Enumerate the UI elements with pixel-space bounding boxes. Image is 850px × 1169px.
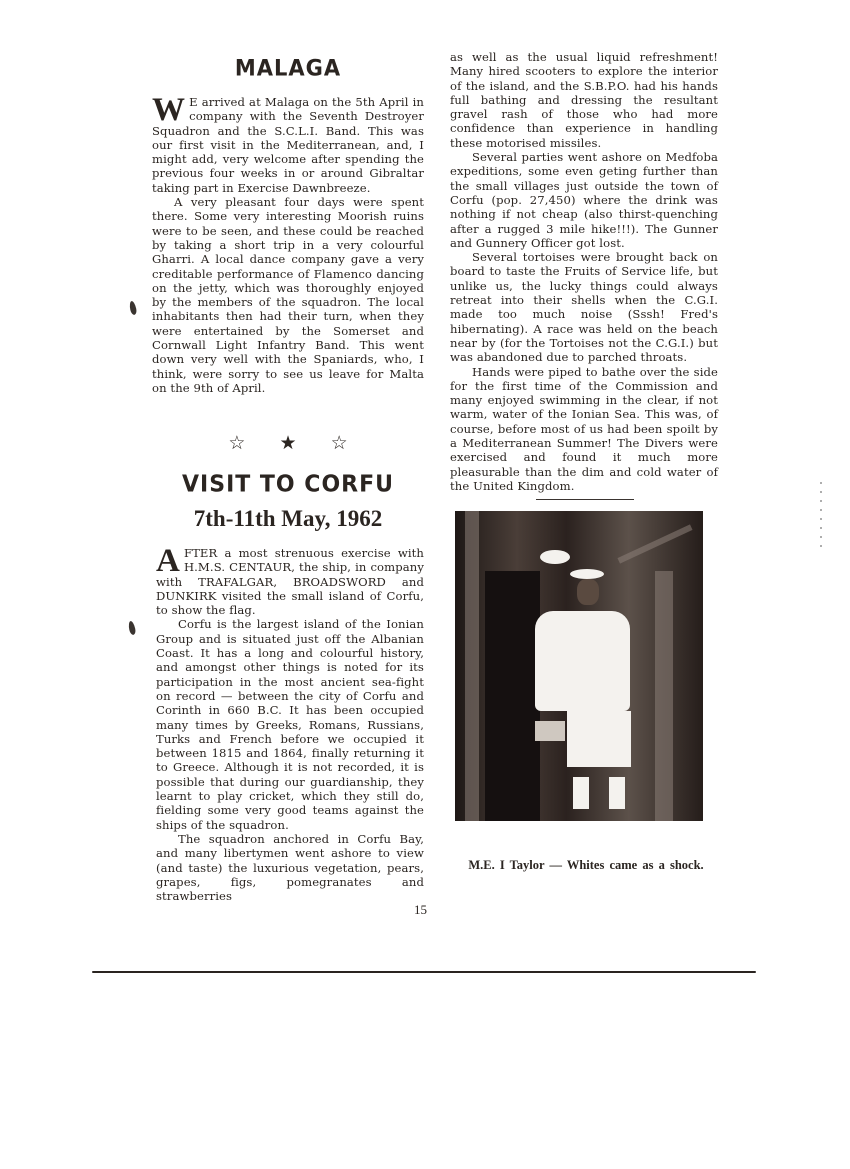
malaga-paragraph-1-text: E arrived at Malaga on the 5th April in company with the Seventh Destroyer Squadron and the S.C.L.I. Band. This was our first visit in the Mediterranean, and, I might add, very welcome after spending the previous four weeks in or around Gibraltar taking part in Exercise Dawnbreeze. [152, 95, 424, 195]
malaga-headline: MALAGA [234, 55, 342, 81]
corfu-continued-2: Several parties went ashore on Medfoba expeditions, some even geting further than the small villages just outside the town of Corfu (pop. 27,450) where the drink was nothing if not cheap (also thirst-quenching after a rugged 3 mile hike!!!). The Gunner and Gunnery Officer got lost. [450, 150, 718, 250]
section-divider [536, 499, 634, 500]
star-outline-icon: ☆ [330, 432, 348, 454]
corfu-paragraph-1-text: FTER a most strenuous exercise with H.M.S. CENTAUR, the ship, in company with TRAFALGAR, BROADSWORD and DUNKIRK visited the small island of Corfu, to show the flag. [156, 546, 424, 618]
binding-hole-mark [129, 301, 138, 316]
corfu-continued-1: as well as the usual liquid refreshment! Many hired scooters to explore the interior of the island, and the S.B.P.O. had his hands full bathing and dressing the resultant gravel rash of those who had more confidence than experience in handling these motorised missiles. [450, 50, 718, 150]
sailor-photo [455, 511, 703, 821]
photo-shadow [485, 571, 540, 821]
corfu-date-subheading: 7th-11th May, 1962 [193, 506, 383, 531]
sailor-shirt [535, 611, 630, 711]
corfu-paragraph-2: Corfu is the largest island of the Ionian Group and is situated just off the Albanian Coast. It has a long and colourful history, and amongst other things is noted for its participation in the most ancient sea-fight on record — between the city of Corfu and Corinth in 660 B.C. It has been occupied many times by Greeks, Romans, Russians, Turks and French before we occupied it between 1815 and 1864, finally returning it to Greece. Although it is not recorded, it is possible that during our guardianship, they learnt to play cricket, which they still do, fielding some very good teams against the ships of the squadron. [156, 617, 424, 832]
binding-hole-mark [128, 621, 137, 636]
photo-caption: M.E. I Taylor — Whites came as a shock. [468, 858, 704, 872]
malaga-paragraph-1 [152, 92, 424, 195]
star-outline-icon: ☆ [228, 432, 246, 454]
corfu-paragraph-3: The squadron anchored in Corfu Bay, and many libertymen went ashore to view (and taste) the luxurious vegetation, pears, grapes, figs, pomegranates and strawberries [156, 831, 424, 904]
malaga-paragraph-2: A very pleasant four days were spent there. Some very interesting Moorish ruins were to be seen, and these could be reached by taking a short trip in a very colourful Gharri. A local dance company gave a very creditable performance of Flamenco dancing on the jetty, which was thoroughly enjoyed by the members of the squadron. The local inhabitants then had their turn, when they were entertained by the Somerset and Cornwall Light Infantry Band. This went down very well with the Spaniards, who, I think, were sorry to see us leave for Malta on the 9th of April. [152, 195, 424, 395]
bottom-rule [92, 971, 756, 973]
photo-pipe [465, 511, 479, 821]
star-separator [152, 432, 424, 454]
corfu-article-left [156, 543, 424, 904]
photo-pipe [655, 571, 673, 821]
sailor-shorts [567, 711, 631, 767]
corfu-headline: VISIT TO CORFU [182, 471, 394, 498]
malaga-dropcap: W [152, 92, 186, 128]
corfu-article-right [450, 50, 718, 493]
malaga-article [152, 92, 424, 395]
corfu-continued-3: Several tortoises were brought back on board to taste the Fruits of Service life, but unlike us, the lucky things could always retreat into their shells when the C.G.I. made too much noise (Sssh! Fred's hibernating). A race was held on the beach near by (for the Tortoises not the C.G.I.) but was abandoned due to parched throats. [450, 250, 718, 365]
star-filled-icon: ★ [279, 432, 297, 454]
corfu-paragraph-1 [156, 543, 424, 618]
corfu-continued-4: Hands were piped to bathe over the side for the first time of the Commission and many enjoyed swimming in the clear, if not warm, water of the Ionian Sea. This was, of course, before most of us had been spoilt by a Mediterranean Summer! The Divers were exercised and found it much more pleasurable than the dim and cold water of the United Kingdom. [450, 364, 718, 493]
page-number: 15 [414, 902, 427, 917]
photo-panel [535, 721, 565, 741]
corfu-dropcap: A [156, 543, 180, 579]
sailor-sock-right [609, 777, 625, 809]
photo-lamp [540, 550, 570, 564]
sailor-face [577, 579, 599, 605]
sailor-sock-left [573, 777, 589, 809]
sailor-cap [570, 569, 604, 579]
scan-edge-artifact [820, 482, 822, 552]
